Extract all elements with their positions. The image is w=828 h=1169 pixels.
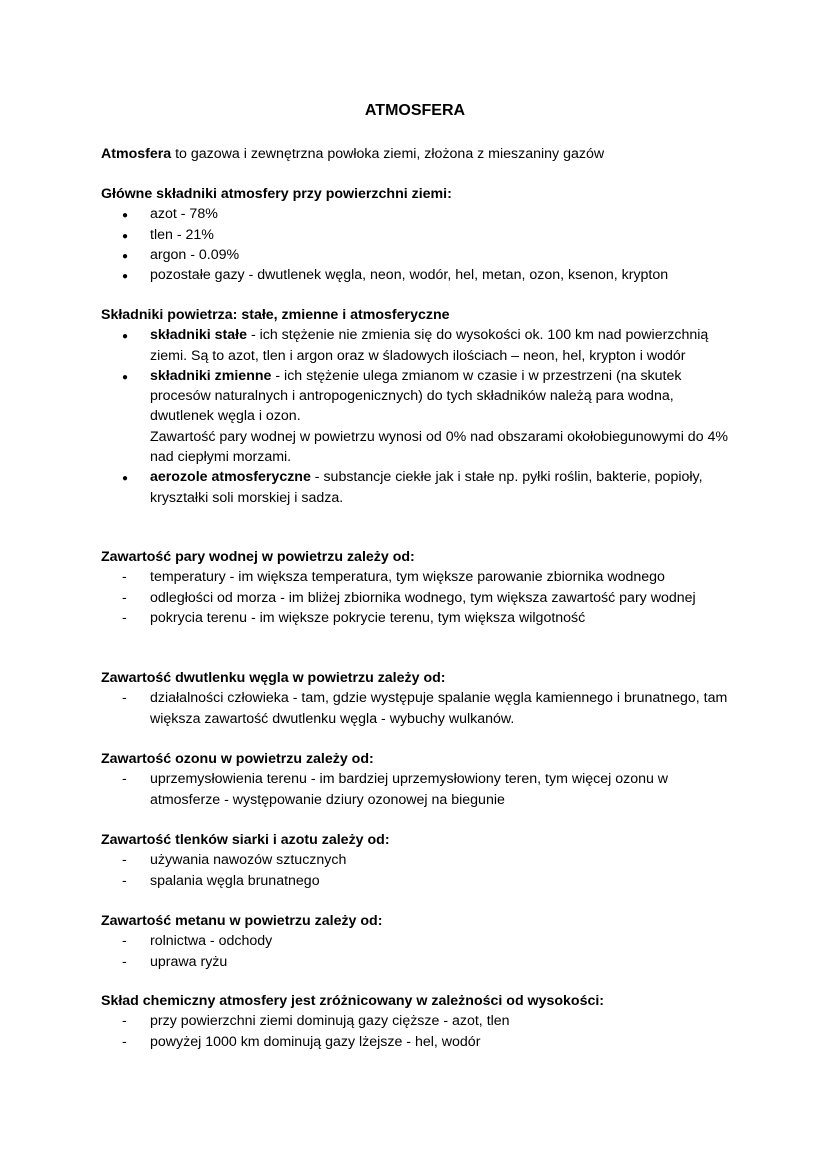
bullet-marker <box>122 225 142 247</box>
bullet-marker <box>122 325 142 347</box>
dash-list <box>101 769 741 810</box>
list-item <box>101 688 741 729</box>
list-item-text: przy powierzchni ziemi dominują gazy cięższe - azot, tlen <box>150 1013 510 1030</box>
list-item-term: składniki zmienne <box>150 367 272 384</box>
section-heading: Skład chemiczny atmosfery jest zróżnicowany w zależności od wysokości: <box>101 993 605 1009</box>
dash-marker <box>122 931 142 951</box>
section-carbon-dioxide <box>101 668 741 729</box>
list-item-text: tlen - 21% <box>150 226 214 243</box>
intro-term: Atmosfera <box>101 146 172 162</box>
intro-text: to gazowa i zewnętrzna powłoka ziemi, złożona z mieszaniny gazów <box>171 146 605 162</box>
list-item-text: rolnictwa - odchody <box>150 933 273 950</box>
list-item-text: uprzemysłowienia terenu - im bardziej uprzemysłowiony teren, tym więcej ozonu w atmosferze - występowanie dziury ozonowej na biegunie <box>150 771 669 808</box>
dash-marker <box>122 1032 142 1052</box>
list-item-term: składniki stałe <box>150 327 247 344</box>
list-item-text: odległości od morza - im bliżej zbiornika wodnego, tym większa zawartość pary wodnej <box>150 589 696 606</box>
list-item <box>101 1032 741 1052</box>
list-item-text: spalania węgla brunatnego <box>150 872 320 889</box>
bullet-marker <box>122 204 142 226</box>
dash-list <box>101 931 741 972</box>
dash-marker <box>122 850 142 870</box>
list-item-term: aerozole atmosferyczne <box>150 469 311 486</box>
list-item-text: - ich stężenie ulega zmianom w czasie i w przestrzeni (na skutek procesów naturalnych i antropogenicznych) do tych składników należą para wodna, dwutlenek węgla i ozon. <box>150 367 682 425</box>
bullet-list <box>101 204 741 285</box>
list-item <box>101 467 741 508</box>
list-item <box>101 769 741 810</box>
dash-list <box>101 1011 741 1052</box>
section-heading: Zawartość ozonu w powietrzu zależy od: <box>101 751 374 767</box>
bullet-marker <box>122 366 142 388</box>
intro-paragraph <box>101 144 741 164</box>
list-item <box>101 225 741 245</box>
section-ozone <box>101 749 741 810</box>
list-item <box>101 567 741 587</box>
section-water-vapor <box>101 547 741 628</box>
list-item <box>101 952 741 972</box>
list-item <box>101 871 741 891</box>
dash-marker <box>122 1011 142 1031</box>
list-item-text: argon - 0.09% <box>150 246 240 263</box>
section-methane <box>101 911 741 972</box>
dash-list <box>101 567 741 628</box>
list-item-text: powyżej 1000 km dominują gazy lżejsze - hel, wodór <box>150 1033 481 1050</box>
list-item <box>101 325 741 366</box>
list-item-text: uprawa ryżu <box>150 953 228 970</box>
dash-marker <box>122 952 142 972</box>
section-heading: Zawartość dwutlenku węgla w powietrzu zależy od: <box>101 670 446 686</box>
bullet-marker <box>122 265 142 287</box>
bullet-marker <box>122 245 142 267</box>
list-item-text: - substancje ciekłe jak i stałe np. pyłki roślin, bakterie, popioły, kryształki soli morskiej i sadza. <box>150 469 703 506</box>
list-item-text: działalności człowieka - tam, gdzie występuje spalanie węgla kamiennego i brunatnego, tam większa zawartość dwutlenku węgla - wybuchy wulkanów. <box>150 690 728 727</box>
dash-marker <box>122 688 142 708</box>
list-item <box>101 1011 741 1031</box>
list-item-text: temperatury - im większa temperatura, tym większe parowanie zbiornika wodnego <box>150 569 665 586</box>
page-title: ATMOSFERA <box>364 102 466 119</box>
dash-list <box>101 850 741 891</box>
list-item-text: azot - 78% <box>150 206 218 223</box>
bullet-marker <box>122 467 142 489</box>
list-item-text: pokrycia terenu - im większe pokrycie terenu, tym większa wilgotność <box>150 609 586 626</box>
list-item <box>101 850 741 870</box>
bullet-list <box>101 325 741 508</box>
list-item-text: używania nawozów sztucznych <box>150 852 347 869</box>
section-heading: Zawartość metanu w powietrzu zależy od: <box>101 913 383 929</box>
section-sulfur-nitrogen <box>101 830 741 891</box>
section-heading: Zawartość pary wodnej w powietrzu zależy od: <box>101 549 415 565</box>
list-item <box>101 608 741 628</box>
section-heading: Zawartość tlenków siarki i azotu zależy od: <box>101 832 390 848</box>
list-item <box>101 588 741 608</box>
dash-marker <box>122 871 142 891</box>
section-heading: Składniki powietrza: stałe, zmienne i atmosferyczne <box>101 307 450 323</box>
list-item <box>101 366 741 467</box>
list-item <box>101 265 741 285</box>
list-item <box>101 931 741 951</box>
dash-marker <box>122 588 142 608</box>
dash-marker <box>122 769 142 789</box>
section-air-components <box>101 305 741 508</box>
section-composition-altitude <box>101 991 741 1052</box>
list-item <box>101 204 741 224</box>
dash-list <box>101 688 741 729</box>
list-item-text: pozostałe gazy - dwutlenek węgla, neon, wodór, hel, metan, ozon, ksenon, krypton <box>150 267 669 284</box>
list-item-extra-text: Zawartość pary wodnej w powietrzu wynosi od 0% nad obszarami okołobiegunowymi do 4% nad ciepłymi morzami. <box>150 428 729 466</box>
dash-marker <box>122 567 142 587</box>
section-main-components <box>101 184 741 285</box>
section-heading: Główne składniki atmosfery przy powierzchni ziemi: <box>101 186 452 202</box>
list-item-text: - ich stężenie nie zmienia się do wysokości ok. 100 km nad powierzchnią ziemi. Są to azot, tlen i argon oraz w śladowych ilościach – neon, hel, krypton i wodór <box>150 327 709 364</box>
dash-marker <box>122 608 142 628</box>
list-item <box>101 245 741 265</box>
